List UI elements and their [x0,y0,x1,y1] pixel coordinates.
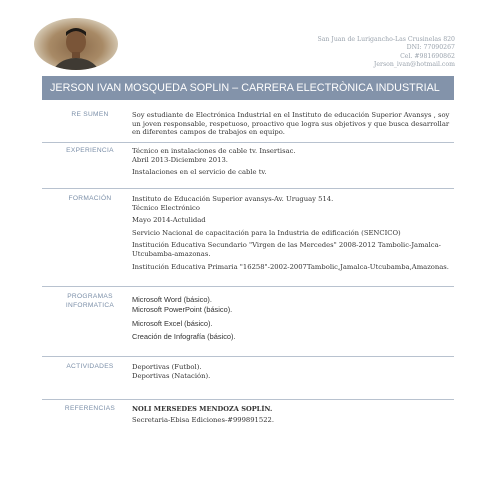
formacion-item: Servicio Nacional de capacitación para la Industria de edificación (SENCICO) [132,228,401,237]
section-divider [42,286,454,287]
section-actividades [42,363,454,387]
resumen-text: Soy estudiante de Electrónica Industrial en el Instituto de educación Superior Avansys , soy un joven responsable, respetuoso, proactivo que logra sus objetivos y que busca desarrollar en diferentes campos de trabajos en equipo. [132,111,450,137]
programa-item: Microsoft Excel (básico). [132,318,213,328]
programa-item: Creación de Infografía (básico). [132,332,236,341]
person-portrait-icon [34,18,118,70]
formacion-item: Institución Educativa Primaria "16258"-2002-2007Tambolic,Jamalca-Utcubamba,Amazonas. [132,262,449,271]
section-label-experiencia: EXPERIENCIA [66,147,114,154]
referencia-detail: Secretaria-Ebisa Ediciones-#999891522. [132,415,275,424]
actividad-item: Deportivas (Futbol). [132,363,202,371]
actividad-item: Deportivas (Natación). [132,371,211,380]
profile-photo [34,18,118,70]
section-divider [42,142,454,143]
section-label-formacion: FORMACIÓN [68,195,112,202]
contact-phone: Cel. #981690862 [400,52,455,60]
formacion-item: Instituto de Educación Superior avansys-Av. Uruguay 514. [132,195,334,203]
section-body-experiencia [132,147,454,177]
experiencia-item: Abril 2013-Diciembre 2013. [132,155,228,164]
experiencia-item: Técnico en instalaciones de cable tv. Insertisac. [132,147,296,155]
section-label-programas-line2: INFORMATICA [65,301,115,309]
section-divider [42,356,454,357]
section-body-actividades [132,363,454,380]
programa-item: Microsoft PowerPoint (básico). [132,305,233,314]
contact-block [255,36,455,70]
section-programas [42,293,454,353]
experiencia-item: Instalaciones en el servicio de cable tv. [132,168,267,177]
section-label-programas [42,293,138,310]
section-divider [42,399,454,400]
section-referencias [42,405,454,429]
programa-item: Microsoft Word (básico). [132,295,212,304]
section-body-programas [132,295,454,346]
section-label-resumen: RE SUMEN [71,111,109,118]
formacion-item: Institución Educativa Secundario "Virgen de las Mercedes" 2008-2012 Tambolic-Jamalca-Utcubamba-amazonas. [132,241,441,258]
title-banner [42,76,454,100]
contact-dni: DNI: 77090267 [406,44,455,52]
section-experiencia [42,147,454,185]
section-formacion [42,195,454,283]
section-resumen [42,111,454,151]
section-body-formacion [132,195,454,271]
section-label-programas-line1: PROGRAMAS [67,293,113,300]
formacion-item: Técnico Electrónico [132,203,200,212]
section-label-referencias: REFERENCIAS [64,405,116,412]
contact-email: Jerson_ivan@hotmail.com [373,61,455,69]
section-body-referencias [132,405,454,424]
referencia-name: NOLI MERSEDES MENDOZA SOPLÍN. [132,405,273,413]
section-label-actividades: ACTIVIDADES [66,363,114,370]
section-body-resumen [132,111,454,140]
section-divider [42,188,454,189]
page-title: JERSON IVAN MOSQUEDA SOPLIN – CARRERA ELECTRÒNICA INDUSTRIAL [50,82,440,94]
contact-address: San Juan de Lurigancho-Las Crusinelas 820 [317,36,455,43]
formacion-item: Mayo 2014-Actulidad [132,216,206,225]
